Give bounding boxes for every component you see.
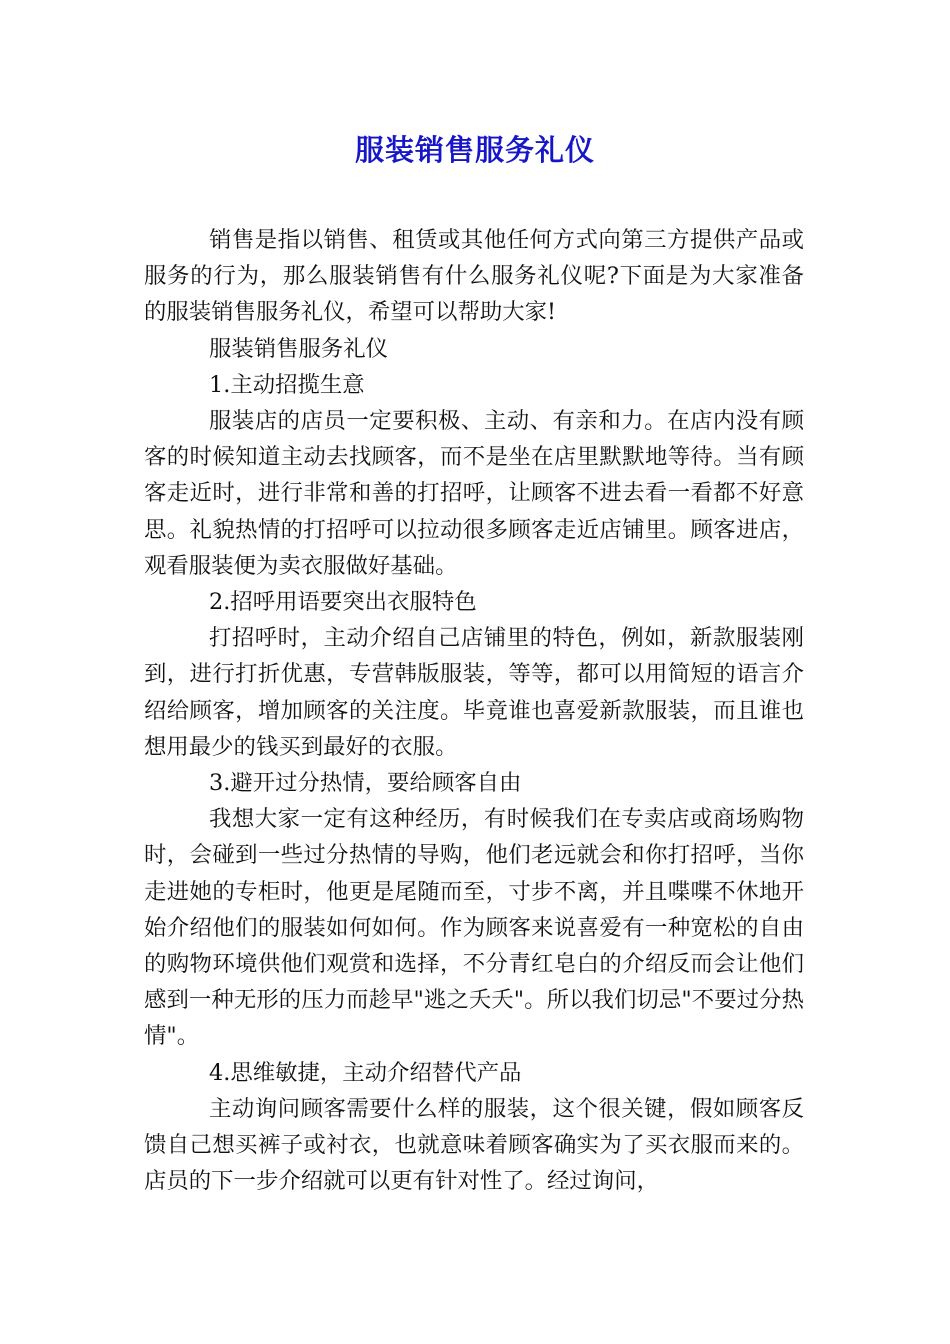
paragraph-3: 我想大家一定有这种经历，有时候我们在专卖店或商场购物时，会碰到一些过分热情的导购，他们老远就会和你打招呼，当你走进她的专柜时，他更是尾随而至，寸步不离，并且喋喋不休地开始介绍他们的服装如何如何。作为顾客来说喜爱有一种宽松的自由的购物环境供他们观赏和选择，不分青红皂白的介绍反而会让他们感到一种无形的压力而趁早"逃之夭夭"。所以我们切忌"不要过分热情"。 <box>144 806 804 1050</box>
document-title: 服装销售服务礼仪 <box>354 133 595 167</box>
paragraph-4: 主动询问顾客需要什么样的服装，这个很关键，假如顾客反馈自己想买裤子或衬衣，也就意味着顾客确实为了买衣服而来的。店员的下一步介绍就可以更有针对性了。经过询问， <box>144 1095 804 1195</box>
subheading-1: 1.主动招揽生意 <box>208 371 365 398</box>
subheading-4: 4.思维敏捷，主动介绍替代产品 <box>208 1059 522 1086</box>
document-body <box>144 222 804 1199</box>
intro-paragraph: 销售是指以销售、租赁或其他任何方式向第三方提供产品或服务的行为，那么服装销售有什么服务礼仪呢?下面是为大家准备的服装销售服务礼仪，希望可以帮助大家! <box>144 227 804 326</box>
subheading-3: 3.避开过分热情，要给顾客自由 <box>208 770 522 797</box>
section-heading: 服装销售服务礼仪 <box>208 335 389 362</box>
paragraph-2: 打招呼时，主动介绍自己店铺里的特色，例如，新款服装刚到，进行打折优惠，专营韩版服装，等等，都可以用简短的语言介绍给顾客，增加顾客的关注度。毕竟谁也喜爱新款服装，而且谁也想用最少的钱买到最好的衣服。 <box>144 625 804 760</box>
subheading-2: 2.招呼用语要突出衣服特色 <box>208 589 477 616</box>
paragraph-1: 服装店的店员一定要积极、主动、有亲和力。在店内没有顾客的时候知道主动去找顾客，而不是坐在店里默默地等待。当有顾客走近时，进行非常和善的打招呼，让顾客不进去看一看都不好意思。礼貌热情的打招呼可以拉动很多顾客走近店铺里。顾客进店，观看服装便为卖衣服做好基础。 <box>144 408 804 579</box>
